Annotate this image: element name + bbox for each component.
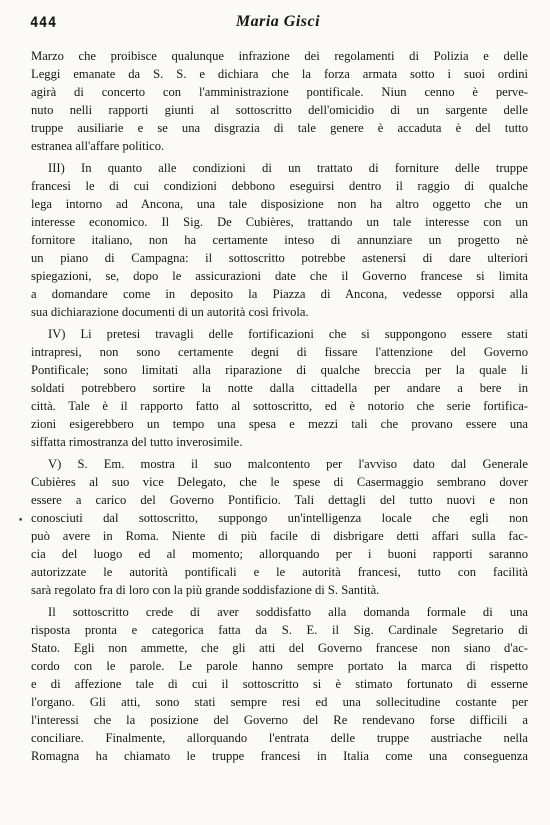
text-line: estranea all'affare politico.	[31, 139, 165, 153]
text-line: l'organo. Gli atti, sono stati sempre resi ed una sollecitudine costante per	[31, 695, 528, 709]
body-text	[31, 47, 528, 765]
text-line: Romagna ha chiamato le truppe francesi in Italia come una conseguenza	[31, 749, 528, 763]
text-line: essere a carico del Governo Pontificio. Tali dettagli del tutto nuovi e non	[31, 493, 528, 507]
text-line: francesi le di cui condizioni debbono eseguirsi dentro il raggio di qualche	[31, 179, 528, 193]
text-line: nuto nelli rapporti giunti al sottoscritto dell'omicidio di un sargente delle	[31, 103, 528, 117]
text-line: sua dichiarazione documenti di un autorità così frivola.	[31, 305, 309, 319]
text-line: risposta pronta e categorica fatta da S. E. il Sig. Cardinale Segretario di	[31, 623, 528, 637]
text-line: conosciuti dal sottoscritto, suppongo un'intelligenza locale che egli non	[31, 511, 528, 525]
text-line: un piano di Campagna: il sottoscritto potrebbe astenersi di dare ulteriori	[31, 251, 528, 265]
text-line: Marzo che proibisce qualunque infrazione dei regolamenti di Polizia e delle	[31, 49, 528, 63]
text-line: Leggi emanate da S. S. e dichiara che la forza armata sotto i suoi ordini	[31, 67, 528, 81]
text-line: spiegazioni, se, dopo le assicurazioni date che il Governo francese si limita	[31, 269, 528, 283]
page-header	[30, 12, 526, 36]
margin-mark: •	[18, 516, 24, 526]
text-line: Il sottoscritto crede di aver soddisfatto alla domanda formale di una	[48, 605, 528, 619]
text-line: siffatta rimostranza del tutto inverosimile.	[31, 435, 243, 449]
text-line: lega intorno ad Ancona, una tale disposizione non ha altro oggetto che un	[31, 197, 528, 211]
text-line: V) S. Em. mostra il suo malcontento per l'avviso dato dal Generale	[48, 457, 528, 471]
text-line: e di affezione tale di cui il sottoscritto si è stimato fortunato di esserne	[31, 677, 528, 691]
page-number: 444	[30, 15, 57, 31]
text-line: l'interessi che la posizione del Governo del Re rendevano forse difficili a	[31, 713, 528, 727]
text-line: a domandare come in deposito la Piazza di Ancona, vedesse opporsi alla	[31, 287, 528, 301]
text-line: zioni esigerebbero un tempo una spesa e mezzi tali che provano essere una	[31, 417, 528, 431]
text-line: sarà regolato fra di loro con la più grande soddisfazione di S. Santità.	[31, 583, 380, 597]
text-line: Stato. Egli non ammette, che gli atti del Governo francese non siano d'ac-	[31, 641, 528, 655]
text-line: cordo con le parole. Le parole hanno sempre portato la marca di rispetto	[31, 659, 528, 673]
text-line: truppe ausiliarie e se una disgrazia di tale genere è accaduta è del tutto	[31, 121, 528, 135]
text-line: città. Tale è il rapporto fatto al sottoscritto, ed è notorio che serie fortifica-	[31, 399, 528, 413]
text-line: Pontificale; sono limitati alla riparazione di qualche breccia per la quale li	[31, 363, 528, 377]
text-line: agirà di concerto con l'amministrazione pontificale. Niun cenno è perve-	[31, 85, 528, 99]
text-line: IV) Li pretesi travagli delle fortificazioni che si suppongono essere stati	[48, 327, 528, 341]
text-line: intrapresi, non sono certamente degni di fissare l'attenzione del Governo	[31, 345, 528, 359]
text-line: cia del luogo ed al momento; allorquando per i buoni rapporti saranno	[31, 547, 528, 561]
text-line: III) In quanto alle condizioni di un trattato di forniture delle truppe	[48, 161, 528, 175]
text-line: può avere in Roma. Niente di più facile di disbrigare detti affari sulla fac-	[31, 529, 528, 543]
text-line: soldati potrebbero sortire la notte dalla cittadella per andare a bere in	[31, 381, 528, 395]
text-line: conciliare. Finalmente, allorquando l'entrata delle truppe austriache nella	[31, 731, 528, 745]
text-line: fornitore italiano, non ha certamente inteso di annunziare un progetto nè	[31, 233, 528, 247]
text-line: interesse economico. Il Sig. De Cubières, trattando un tale interesse con un	[31, 215, 528, 229]
text-line: Cubières al suo vice Delegato, che le spese di Casermaggio sembrano dover	[31, 475, 528, 489]
text-line: autorizzate le autorità pontificali e le autorità francesi, tutto con facilità	[31, 565, 528, 579]
running-head: Maria Gisci	[235, 13, 321, 30]
